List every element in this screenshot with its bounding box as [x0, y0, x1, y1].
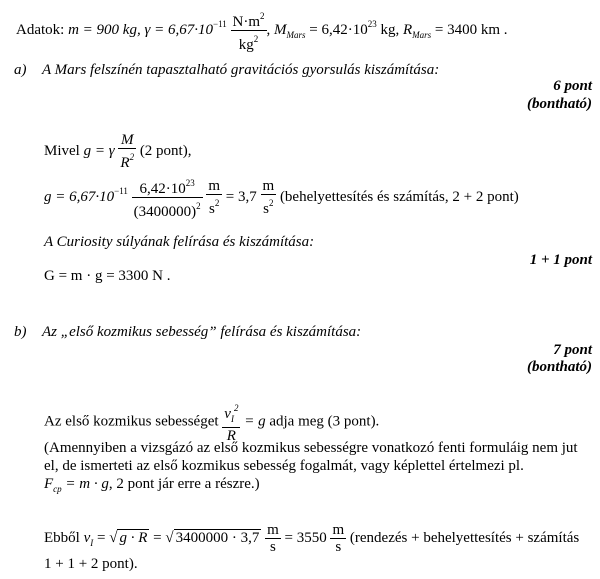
part-a-letter: a): [14, 62, 27, 78]
mars-radius-symbol: R: [402, 21, 413, 38]
note-line-2: el, de ismerteti az első kozmikus sebesség fogalmát, vagy képlettel értelmezi pl.: [44, 458, 524, 474]
note-line-1: (Amennyiben a vizsgázó az első kozmikus sebességre vonatkozó fenti formuláig nem jut: [44, 440, 578, 456]
given-gamma-unit: $\frac{N\cdot m^2}{kg^2}$: [231, 8, 267, 53]
note-line-3: $F_{cp} = m \cdot g$, 2 pont jár erre a részre.): [44, 476, 260, 494]
g-calculation: $g = 6,67\cdot 10^{-11}$ $\frac{6,42\cdot 10^{23}}{(3400000)^2}$ $\frac{m}{s^2}$ = 3,7 $\frac{m}{s^2}$ (behelyettesítés és számítás, 2 + 2 pont): [44, 175, 519, 220]
given-gamma-exp: −11: [213, 18, 227, 29]
given-mass: m = 900 kg,: [68, 21, 141, 38]
part-a-title: A Mars felszínén tapasztalható gravitációs gyorsulás kiszámítása:: [42, 62, 440, 78]
given-gamma: γ = 6,67·10: [144, 21, 213, 38]
weight-points: 1 + 1 pont: [529, 252, 592, 268]
part-a-points: 6 pont: [553, 78, 592, 94]
final-note-line-2: 1 + 1 + 2 pont).: [44, 556, 138, 572]
weight-title: A Curiosity súlyának felírása és kiszámítása:: [44, 234, 315, 250]
mars-mass-value: = 6,42·10: [309, 21, 368, 38]
part-b-letter: b): [14, 324, 27, 340]
given-data-line: Adatok: m = 900 kg, $\gamma = 6,67\cdot 10^{-11}$ $\frac{N\cdot m^2}{kg^2}$ , $M_{Mars} = 6,42\cdot 10^{23}$ kg, $R_{Mars} = 3400$ km .: [16, 8, 508, 53]
cosmic-velocity-formula: Az első kozmikus sebességet $\frac{v_I^2}{R}$ = g adja meg (3 pont).: [44, 400, 379, 444]
part-b-points: 7 pont: [553, 342, 592, 358]
part-a-divisible: (bontható): [526, 96, 592, 112]
part-b-title: Az „első kozmikus sebesség” felírása és kiszámítása:: [42, 324, 362, 340]
final-calculation: Ebből $v_I$ = √ g · R = √ 3400000 · 3,7 $\frac{m}{s}$ = 3550 $\frac{m}{s}$ (rendezés + behelyettesítés + számítás: [44, 522, 580, 555]
mars-mass-symbol: M: [274, 21, 287, 38]
mars-radius-value: = 3400 km .: [434, 21, 508, 38]
part-b-divisible: (bontható): [526, 359, 592, 375]
weight-equation: G = m · g = 3300 N .: [44, 268, 171, 284]
g-formula: Mivel g = γ $\frac{M}{R^2}$ (2 pont),: [44, 132, 192, 171]
given-label: Adatok:: [16, 21, 65, 38]
